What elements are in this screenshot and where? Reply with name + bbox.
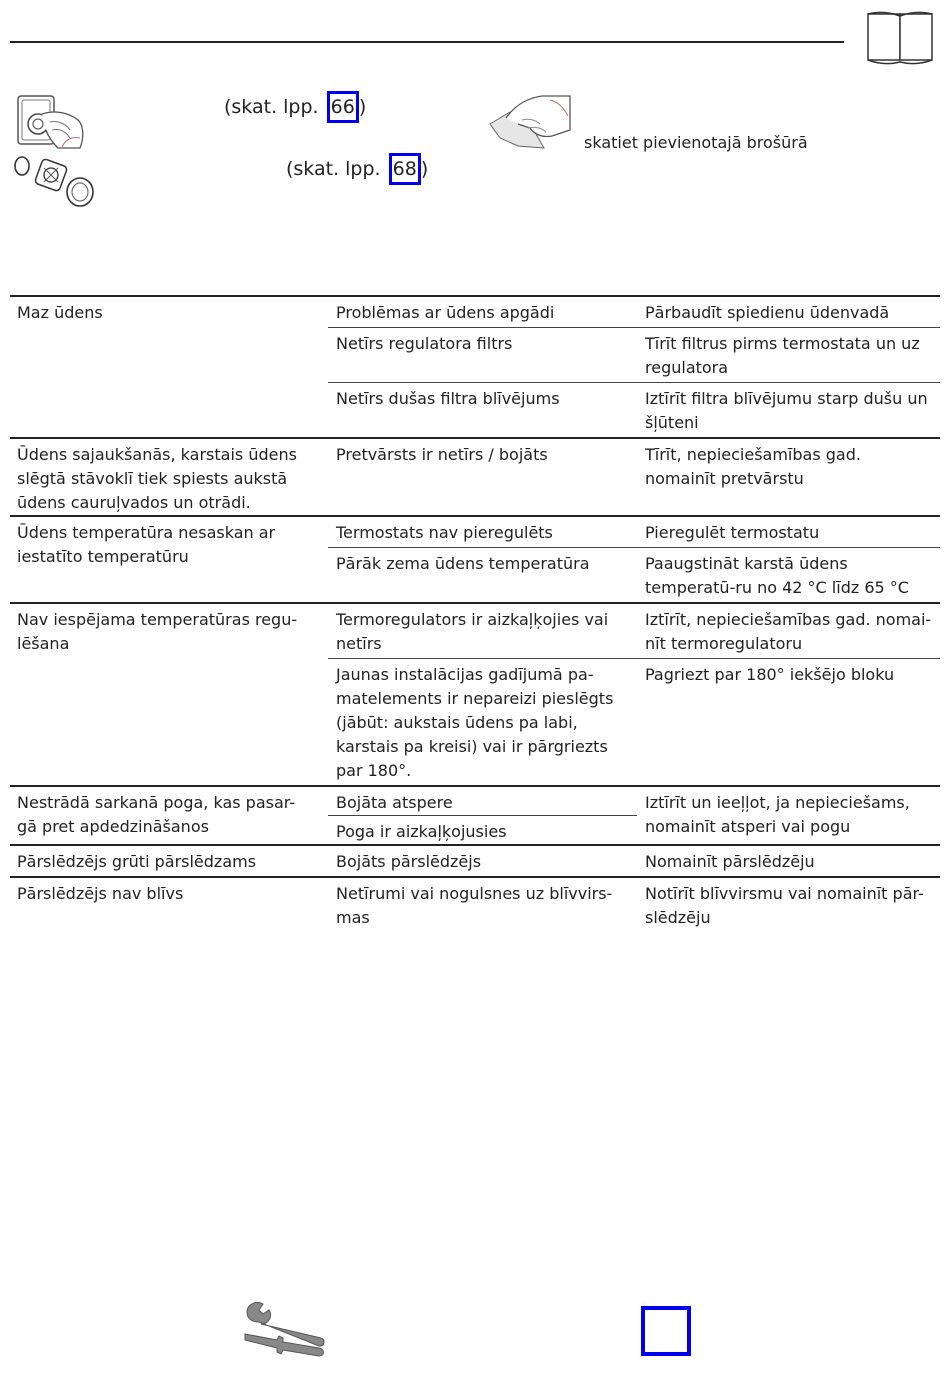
header-rule [10,41,844,43]
problem-cell: Pārslēdzējs grūti pārslēdzams [17,852,257,871]
problem-cell: Ūdens sajaukšanās, karstais ūdens slēgtā stāvoklī tiek spiests aukstā ūdens cauruļvados un otrādi. [17,445,297,512]
table-row [10,876,940,932]
remedy-cell: Iztīrīt un ieeļļot, ja nepieciešams, nomainīt atsperi vai pogu [645,793,910,836]
remedy-cell: Tīrīt filtrus pirms termostata un uz regulatora [645,334,920,377]
remedy-cell: Pieregulēt termostatu [645,523,820,542]
cause-cell: Pretvārsts ir netīrs / bojāts [336,445,548,464]
problem-cell: Nestrādā sarkanā poga, kas pasar-gā pret apdedzināšanos [17,793,296,836]
cause-cell: Bojāts pārslēdzējs [336,852,482,871]
book-icon [866,10,934,66]
remedy-cell: Iztīrīt filtra blīvējumu starp dušu un šļūteni [645,389,928,432]
table-row [10,785,940,844]
reference-prefix: (skat. lpp. [286,158,387,180]
problem-cell: Nav iespējama temperatūras regu-lēšana [17,610,298,653]
table-row [10,844,940,876]
remedy-cell: Notīrīt blīvvirsmu vai nomainīt pār-slēdzēju [645,884,924,927]
cause-cell: Problēmas ar ūdens apgādi [336,303,555,322]
cause-cell: Jaunas instalācijas gadījumā pa-matelements ir nepareizi pieslēgts (jābūt: aukstais ūdens pa labi, karstais pa kreisi) vai ir pārgriezts par 180°. [336,665,614,780]
cause-cell: Netīrumi vai nogulsnes uz blīvvirs-mas [336,884,613,927]
table-row [10,295,940,437]
remedy-cell: Iztīrīt, nepieciešamības gad. nomai-nīt termoregulatoru [645,610,932,653]
hand-turning-knob-icon [14,92,88,150]
remedy-cell: Pagriezt par 180° iekšējo bloku [645,665,895,684]
page-link-66[interactable]: 66 [327,91,359,123]
table-row [10,515,940,602]
remedy-cell: Paaugstināt karstā ūdens temperatū-ru no 42 °C līdz 65 °C [645,554,909,597]
cause-cell: Netīrs regulatora filtrs [336,334,513,353]
remedy-cell: Pārbaudīt spiedienu ūdenvadā [645,303,890,322]
problem-cell: Pārslēdzējs nav blīvs [17,884,184,903]
brochure-note: skatiet pievienotajā brošūrā [584,133,808,152]
hand-cleaning-cloth-icon [488,94,574,150]
cartridge-parts-icon [12,152,98,208]
cause-cell: Netīrs dušas filtra blīvējums [336,389,560,408]
cause-cell: Pārāk zema ūdens temperatūra [336,554,590,573]
troubleshooting-table [10,295,940,932]
cause-cell: Bojāta atspere [336,793,453,812]
problem-cell: Maz ūdens [17,303,103,322]
problem-cell: Ūdens temperatūra nesaskan ar iestatīto temperatūru [17,523,276,566]
reference-prefix: (skat. lpp. [224,96,325,118]
remedy-cell: Nomainīt pārslēdzēju [645,852,815,871]
page-reference-1: (skat. lpp. 66 ) [224,91,366,123]
cause-cell: Termoregulators ir aizkaļķojies vai netīrs [336,610,609,653]
page-number-box[interactable] [641,1306,691,1356]
cause-cell: Poga ir aizkaļķojusies [328,815,637,844]
page-link-68[interactable]: 68 [389,153,421,185]
table-row [10,602,940,785]
page-reference-2: (skat. lpp. 68 ) [286,153,428,185]
remedy-cell: Tīrīt, nepieciešamības gad. nomainīt pretvārstu [645,445,861,488]
wrench-screwdriver-icon [243,1300,327,1358]
cause-cell: Termostats nav pieregulēts [336,523,553,542]
table-row [10,437,940,515]
